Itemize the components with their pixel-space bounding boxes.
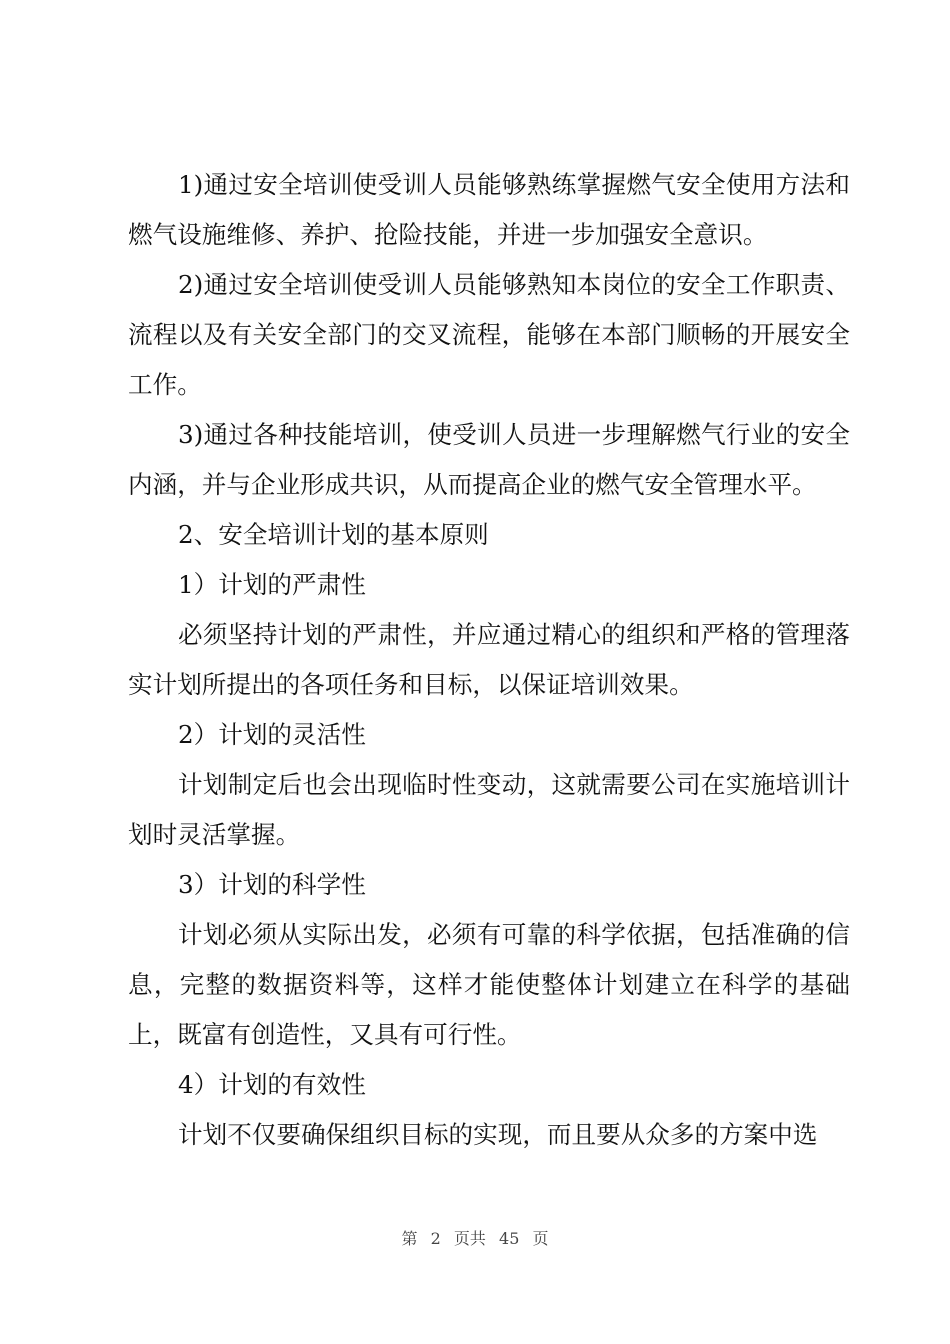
footer-middle: 页共 — [453, 1229, 486, 1248]
subsection-heading: 1）计划的严肃性 — [178, 570, 366, 599]
footer-suffix: 页 — [532, 1229, 549, 1248]
page-number: 2 — [430, 1229, 441, 1248]
subsection-heading: 4）计划的有效性 — [178, 1070, 366, 1099]
section-heading: 2、安全培训计划的基本原则 — [178, 520, 489, 549]
paragraph: 计划必须从实际出发，必须有可靠的科学依据，包括准确的信息，完整的数据资料等，这样才能使整体计划建立在科学的基础上，既富有创造性，又具有可行性。 — [128, 920, 850, 1049]
document-body — [128, 160, 850, 1160]
paragraph: 必须坚持计划的严肃性，并应通过精心的组织和严格的管理落实计划所提出的各项任务和目标，以保证培训效果。 — [128, 620, 850, 699]
page-total: 45 — [499, 1229, 520, 1248]
paragraph: 计划不仅要确保组织目标的实现，而且要从众多的方案中选 — [178, 1120, 818, 1149]
paragraph: 2)通过安全培训使受训人员能够熟知本岗位的安全工作职责、流程以及有关安全部门的交叉流程，能够在本部门顺畅的开展安全工作。 — [128, 270, 850, 399]
footer-prefix: 第 — [401, 1229, 418, 1248]
paragraph: 计划制定后也会出现临时性变动，这就需要公司在实施培训计划时灵活掌握。 — [128, 770, 850, 849]
paragraph: 1)通过安全培训使受训人员能够熟练掌握燃气安全使用方法和燃气设施维修、养护、抢险技能，并进一步加强安全意识。 — [128, 170, 850, 249]
page-footer — [0, 1226, 950, 1249]
subsection-heading: 2）计划的灵活性 — [178, 720, 366, 749]
subsection-heading: 3）计划的科学性 — [178, 870, 366, 899]
paragraph: 3)通过各种技能培训，使受训人员进一步理解燃气行业的安全内涵，并与企业形成共识，从而提高企业的燃气安全管理水平。 — [128, 420, 850, 499]
